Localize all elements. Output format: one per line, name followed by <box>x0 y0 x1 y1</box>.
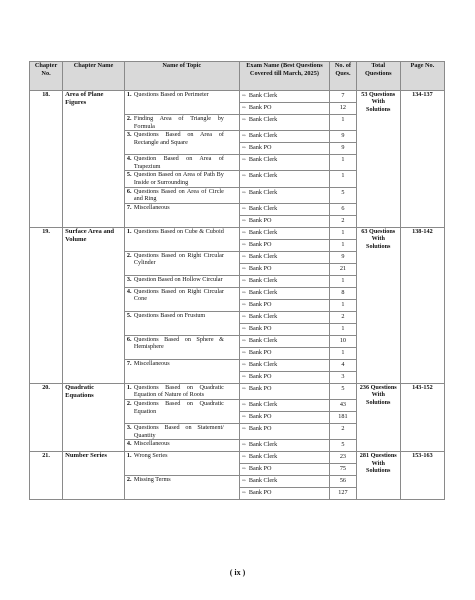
topic-name: Questions Based on Area of Rectangle and Square <box>133 131 224 146</box>
exam-name: Bank Clerk <box>248 132 278 140</box>
chapter-number: 18. <box>30 91 63 228</box>
topic-number: 6. <box>126 187 132 195</box>
topic-cell <box>124 440 239 452</box>
exam-cell <box>239 347 330 359</box>
topic-number: 1. <box>126 227 132 235</box>
arrow-icon: ⇒ <box>241 426 246 432</box>
topic-cell <box>124 91 239 115</box>
topic-name: Questions Based on Right Circular Cone <box>133 287 224 303</box>
topic-cell <box>124 476 239 500</box>
arrow-icon: ⇒ <box>241 386 246 392</box>
question-count: 5 <box>330 187 356 203</box>
arrow-icon: ⇒ <box>241 118 246 123</box>
arrow-icon: ⇒ <box>241 443 246 449</box>
chapter-name: Area of Plane Figures <box>63 91 125 228</box>
topic-cell <box>124 227 239 251</box>
topic-number: 1. <box>126 91 132 98</box>
exam-cell <box>239 452 330 464</box>
exam-name: Bank Clerk <box>248 453 278 461</box>
topic-name: Questions Based on Quadratic Equation <box>133 399 224 415</box>
arrow-icon: ⇒ <box>241 362 246 368</box>
exam-cell <box>239 131 330 143</box>
topic-number: 5. <box>126 311 132 319</box>
exam-cell <box>239 155 330 171</box>
question-count: 1 <box>330 347 356 359</box>
topic-number: 1. <box>126 383 132 391</box>
topic-name: Question Based on Hollow Circular <box>133 275 223 283</box>
topic-number: 5. <box>126 171 132 179</box>
topic-number: 6. <box>126 335 132 343</box>
topic-name: Questions Based on Area of Circle and Ring <box>133 187 224 203</box>
topic-name: Question Based on Area of Trapezium <box>133 155 224 170</box>
exam-cell <box>239 143 330 155</box>
question-count: 5 <box>330 383 356 399</box>
exam-name: Bank Clerk <box>248 360 278 368</box>
exam-cell <box>239 464 330 476</box>
arrow-icon: ⇒ <box>241 230 246 236</box>
topic-cell <box>124 275 239 287</box>
header-total-questions: Total Questions <box>356 62 400 91</box>
table-header-row <box>30 62 445 91</box>
topic-cell <box>124 311 239 335</box>
topic-cell <box>124 251 239 275</box>
exam-cell <box>239 411 330 423</box>
topic-name: Questions Based on Sphere & Hemisphere <box>133 335 224 351</box>
question-count: 56 <box>330 476 356 488</box>
exam-name: Bank Clerk <box>248 288 278 296</box>
exam-cell <box>239 371 330 383</box>
header-topic: Name of Topic <box>124 62 239 91</box>
question-count: 2 <box>330 423 356 439</box>
question-count: 1 <box>330 299 356 311</box>
exam-name: Bank PO <box>248 104 272 111</box>
exam-name: Bank Clerk <box>248 156 278 164</box>
exam-cell <box>239 335 330 347</box>
topic-cell <box>124 187 239 203</box>
table-row <box>30 452 445 464</box>
topic-cell <box>124 423 239 439</box>
question-count: 7 <box>330 91 356 103</box>
arrow-icon: ⇒ <box>241 350 246 356</box>
topic-cell <box>124 335 239 359</box>
topic-name: Missing Terms <box>133 476 171 484</box>
arrow-icon: ⇒ <box>241 206 246 212</box>
contents-table <box>29 61 445 500</box>
topic-name: Wrong Series <box>133 452 168 460</box>
topic-name: Miscellaneous <box>133 203 170 211</box>
topic-cell <box>124 287 239 311</box>
topic-cell <box>124 171 239 187</box>
arrow-icon: ⇒ <box>241 455 246 461</box>
topic-number: 4. <box>126 287 132 295</box>
topic-number: 7. <box>126 359 132 367</box>
header-chapter-name: Chapter Name <box>63 62 125 91</box>
page-range: 138-142 <box>400 227 444 383</box>
header-chapter-no: Chapter No. <box>30 62 63 91</box>
question-count: 43 <box>330 399 356 411</box>
arrow-icon: ⇒ <box>241 290 246 296</box>
arrow-icon: ⇒ <box>241 338 246 344</box>
exam-name: Bank PO <box>248 424 272 432</box>
exam-cell <box>239 251 330 263</box>
exam-cell <box>239 311 330 323</box>
question-count: 75 <box>330 464 356 476</box>
topic-cell <box>124 203 239 227</box>
topic-number: 2. <box>126 251 132 259</box>
topic-number: 2. <box>126 115 132 122</box>
topic-name: Question Based on Area of Path By Inside or Surrounding <box>133 171 224 186</box>
exam-name: Bank Clerk <box>248 477 278 485</box>
topic-name: Miscellaneous <box>133 359 170 367</box>
topic-number: 4. <box>126 440 132 448</box>
arrow-icon: ⇒ <box>241 218 246 224</box>
exam-cell <box>239 171 330 187</box>
exam-cell <box>239 323 330 335</box>
question-count: 1 <box>330 239 356 251</box>
arrow-icon: ⇒ <box>241 174 246 180</box>
exam-name: Bank PO <box>248 324 272 332</box>
header-page-no: Page No. <box>400 62 444 91</box>
chapter-number: 19. <box>30 227 63 383</box>
topic-number: 2. <box>126 399 132 407</box>
exam-name: Bank Clerk <box>248 172 278 180</box>
question-count: 23 <box>330 452 356 464</box>
exam-name: Bank PO <box>248 465 272 473</box>
exam-name: Bank Clerk <box>248 276 278 284</box>
question-count: 2 <box>330 311 356 323</box>
exam-cell <box>239 263 330 275</box>
arrow-icon: ⇒ <box>241 302 246 308</box>
exam-name: Bank Clerk <box>248 92 278 99</box>
chapter-name: Surface Area and Volume <box>63 227 125 383</box>
question-count: 12 <box>330 103 356 115</box>
exam-name: Bank Clerk <box>248 312 278 320</box>
topic-number: 3. <box>126 131 132 139</box>
exam-cell <box>239 275 330 287</box>
total-questions: 236 Questions With Solutions <box>356 383 400 451</box>
question-count: 5 <box>330 440 356 452</box>
exam-name: Bank Clerk <box>248 400 278 408</box>
topic-cell <box>124 399 239 423</box>
arrow-icon: ⇒ <box>241 242 246 248</box>
arrow-icon: ⇒ <box>241 134 246 140</box>
contents-body <box>30 91 445 500</box>
exam-name: Bank Clerk <box>248 336 278 344</box>
question-count: 1 <box>330 227 356 239</box>
topic-name: Questions Based on Frustum <box>133 311 206 319</box>
exam-name: Bank Clerk <box>248 204 278 212</box>
arrow-icon: ⇒ <box>241 266 246 272</box>
exam-cell <box>239 239 330 251</box>
exam-name: Bank PO <box>248 489 272 497</box>
topic-cell <box>124 115 239 131</box>
arrow-icon: ⇒ <box>241 278 246 284</box>
topic-cell <box>124 359 239 383</box>
topic-number: 3. <box>126 423 132 431</box>
exam-cell <box>239 399 330 411</box>
exam-name: Bank PO <box>248 372 272 380</box>
topic-number: 7. <box>126 203 132 211</box>
topic-number: 3. <box>126 275 132 283</box>
exam-name: Bank PO <box>248 412 272 420</box>
arrow-icon: ⇒ <box>241 402 246 408</box>
header-exam-name: Exam Name (Best Questions Covered till March, 2025) <box>239 62 330 91</box>
question-count: 1 <box>330 171 356 187</box>
exam-cell <box>239 187 330 203</box>
question-count: 21 <box>330 263 356 275</box>
question-count: 4 <box>330 359 356 371</box>
question-count: 181 <box>330 411 356 423</box>
exam-cell <box>239 115 330 131</box>
exam-cell <box>239 383 330 399</box>
exam-name: Bank Clerk <box>248 252 278 260</box>
topic-name: Questions Based on Perimeter <box>133 91 209 98</box>
topic-cell <box>124 131 239 155</box>
table-row <box>30 227 445 239</box>
exam-name: Bank PO <box>248 240 272 248</box>
arrow-icon: ⇒ <box>241 106 246 111</box>
question-count: 127 <box>330 488 356 500</box>
question-count: 1 <box>330 275 356 287</box>
question-count: 3 <box>330 371 356 383</box>
arrow-icon: ⇒ <box>241 146 246 152</box>
arrow-icon: ⇒ <box>241 467 246 473</box>
topic-number: 2. <box>126 476 132 484</box>
chapter-number: 20. <box>30 383 63 451</box>
header-no-of-ques: No. of Ques. <box>330 62 356 91</box>
chapter-number: 21. <box>30 452 63 500</box>
arrow-icon: ⇒ <box>241 414 246 420</box>
topic-number: 4. <box>126 155 132 163</box>
topic-number: 1. <box>126 452 132 460</box>
exam-name: Bank PO <box>248 384 272 392</box>
exam-cell <box>239 103 330 115</box>
exam-cell <box>239 203 330 215</box>
exam-cell <box>239 287 330 299</box>
arrow-icon: ⇒ <box>241 254 246 260</box>
arrow-icon: ⇒ <box>241 190 246 196</box>
exam-name: Bank PO <box>248 264 272 272</box>
total-questions: 281 Questions With Solutions <box>356 452 400 500</box>
page-range: 153-163 <box>400 452 444 500</box>
arrow-icon: ⇒ <box>241 479 246 485</box>
arrow-icon: ⇒ <box>241 374 246 380</box>
topic-name: Miscellaneous <box>133 440 170 448</box>
exam-cell <box>239 423 330 439</box>
topic-cell <box>124 383 239 399</box>
arrow-icon: ⇒ <box>241 94 246 99</box>
arrow-icon: ⇒ <box>241 326 246 332</box>
exam-name: Bank PO <box>248 300 272 308</box>
chapter-name: Number Series <box>63 452 125 500</box>
page-range: 143-152 <box>400 383 444 451</box>
arrow-icon: ⇒ <box>241 158 246 164</box>
page-number: ( ix ) <box>229 568 246 577</box>
exam-cell <box>239 440 330 452</box>
exam-name: Bank PO <box>248 216 272 224</box>
question-count: 1 <box>330 155 356 171</box>
exam-cell <box>239 359 330 371</box>
question-count: 1 <box>330 115 356 131</box>
arrow-icon: ⇒ <box>241 491 246 497</box>
topic-name: Questions Based on Right Circular Cylinder <box>133 251 224 267</box>
exam-cell <box>239 227 330 239</box>
question-count: 9 <box>330 143 356 155</box>
exam-name: Bank Clerk <box>248 441 278 449</box>
exam-cell <box>239 91 330 103</box>
exam-cell <box>239 299 330 311</box>
page-range: 134-137 <box>400 91 444 228</box>
exam-name: Bank PO <box>248 144 272 152</box>
topic-cell <box>124 452 239 476</box>
arrow-icon: ⇒ <box>241 314 246 320</box>
exam-name: Bank Clerk <box>248 116 278 123</box>
topic-name: Questions Based on Cube & Cuboid <box>133 227 224 235</box>
exam-cell <box>239 476 330 488</box>
exam-name: Bank PO <box>248 348 272 356</box>
question-count: 9 <box>330 131 356 143</box>
chapter-name: Quadratic Equations <box>63 383 125 451</box>
total-questions: 63 Questions With Solutions <box>356 227 400 383</box>
question-count: 8 <box>330 287 356 299</box>
question-count: 6 <box>330 203 356 215</box>
topic-name: Finding Area of Triangle by Formula <box>133 115 224 130</box>
question-count: 10 <box>330 335 356 347</box>
exam-name: Bank Clerk <box>248 188 278 196</box>
total-questions: 53 Questions With Solutions <box>356 91 400 228</box>
table-row <box>30 91 445 103</box>
topic-name: Questions Based on Statement/ Quantity <box>133 423 224 439</box>
question-count: 2 <box>330 215 356 227</box>
exam-cell <box>239 215 330 227</box>
exam-name: Bank Clerk <box>248 228 278 236</box>
table-row <box>30 383 445 399</box>
question-count: 1 <box>330 323 356 335</box>
exam-cell <box>239 488 330 500</box>
topic-cell <box>124 155 239 171</box>
topic-name: Questions Based on Quadratic Equation of Nature of Roots <box>133 383 224 399</box>
question-count: 9 <box>330 251 356 263</box>
